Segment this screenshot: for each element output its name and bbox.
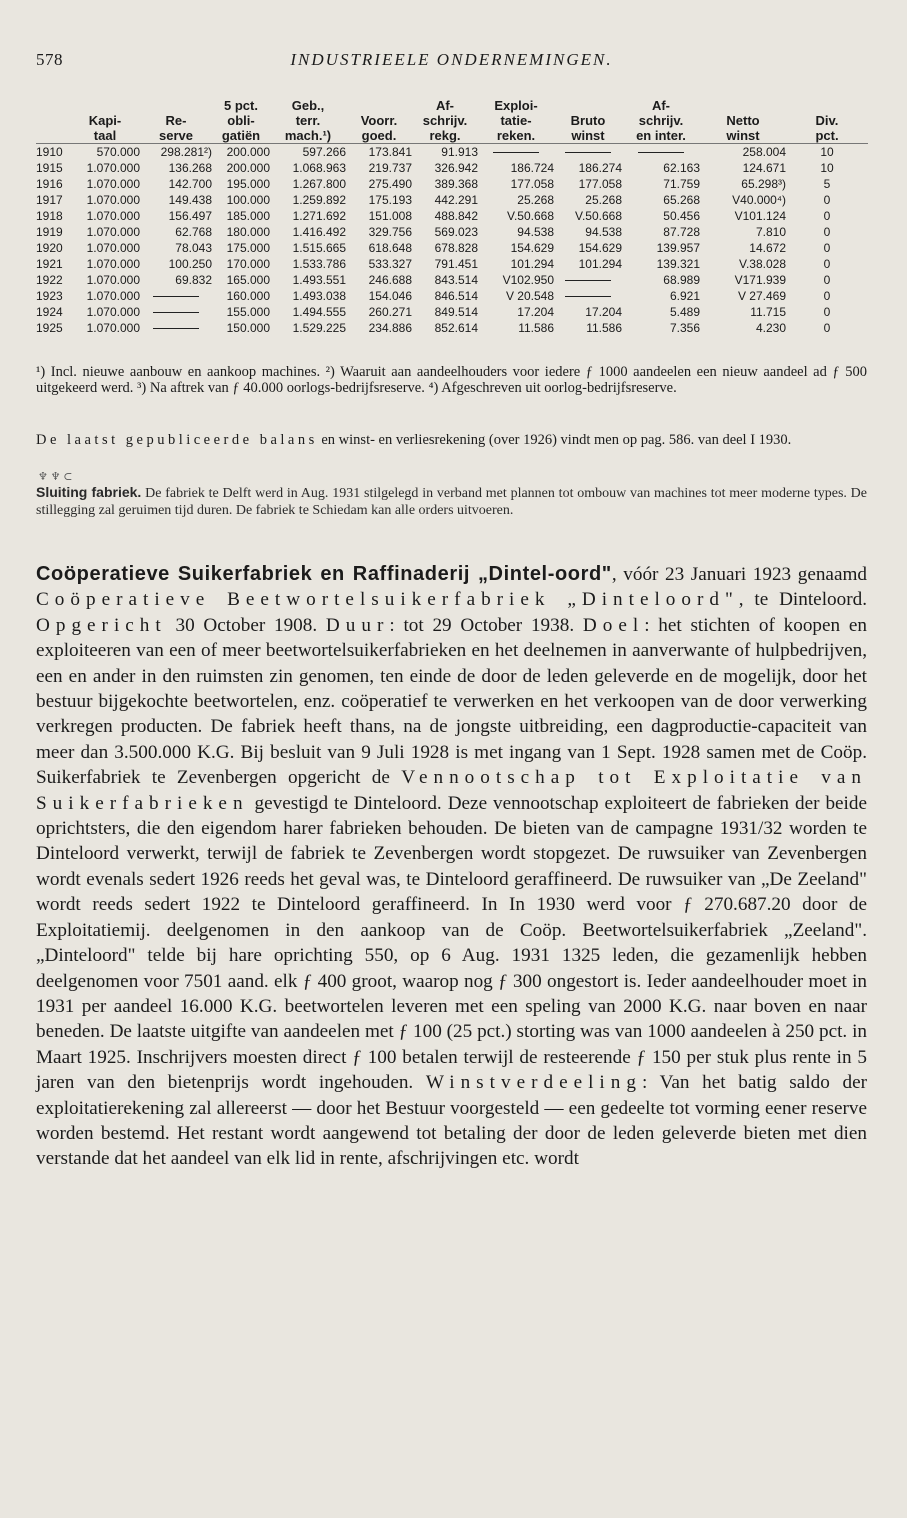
- table-cell: 298.281²): [160, 145, 212, 159]
- closure-paragraph: [36, 484, 867, 519]
- company-name: Coöperatieve Suikerfabriek en Raffinaderij „Dintel-oord": [36, 563, 612, 585]
- table-cell: 0: [823, 289, 831, 303]
- table-header-cell: Af-: [651, 98, 671, 113]
- article-text: , te Dinteloord.: [738, 589, 867, 611]
- table-cell: 1925: [36, 321, 63, 335]
- table-cell: V.50.668: [507, 209, 554, 223]
- dash-rule: [565, 152, 611, 153]
- table-cell: 258.004: [742, 145, 786, 159]
- vennootschap-name: Vennootschap tot Exploitatie van Suikerfabrieken: [36, 767, 867, 814]
- article-text: , vóór 23 Januari 1923 genaamd: [611, 564, 867, 585]
- table-cell: 7.356: [669, 321, 700, 335]
- table-cell: 1.271.692: [292, 209, 346, 223]
- table-cell: 329.756: [368, 225, 412, 239]
- table-cell: 389.368: [434, 177, 478, 191]
- table-cell: 150.000: [226, 321, 270, 335]
- table-cell: 200.000: [226, 161, 270, 175]
- table-cell: 136.268: [168, 161, 212, 175]
- running-title: INDUSTRIEELE ONDERNEMINGEN.: [290, 50, 613, 69]
- table-cell: 175.000: [226, 241, 270, 255]
- table-cell: 155.000: [226, 305, 270, 319]
- table-cell: V.50.668: [575, 209, 622, 223]
- former-company-name: Coöperatieve Beetwortelsuikerfabriek „Dinteloord": [36, 589, 739, 611]
- table-header-row-top: [36, 98, 868, 113]
- table-row: [36, 320, 868, 336]
- table-cell: 533.327: [368, 257, 412, 271]
- table-cell: 1918: [36, 209, 63, 223]
- table-cell: 5: [823, 177, 831, 191]
- company-article: [36, 562, 867, 1172]
- table-cell: 275.490: [368, 177, 412, 191]
- founded-label: Opgericht: [36, 614, 167, 636]
- table-cell: 142.700: [168, 177, 212, 191]
- table-header-cell: [554, 98, 622, 113]
- table-cell: 94.538: [517, 225, 554, 239]
- table-cell: 852.614: [434, 321, 478, 335]
- table-cell: V.38.028: [739, 257, 786, 271]
- table-cell: [554, 272, 622, 288]
- table-cell: 1.515.665: [292, 241, 346, 255]
- table-cell: 200.000: [226, 145, 270, 159]
- table-header-cell: taal: [70, 128, 140, 144]
- table-cell: 186.274: [578, 161, 622, 175]
- table-header-cell: obli-: [227, 113, 255, 128]
- table-cell: V40.000⁴): [732, 193, 786, 207]
- table-cell: 1.533.786: [292, 257, 346, 271]
- table-header-cell: schrijv.: [638, 113, 684, 128]
- table-header-cell: schrijv.: [422, 113, 468, 128]
- dash-rule: [565, 296, 611, 297]
- table-row: [36, 160, 868, 176]
- table-cell: 0: [823, 241, 831, 255]
- table-cell: 65.268: [663, 193, 700, 207]
- table-header-cell: pct.: [786, 128, 868, 144]
- table-cell: 69.832: [175, 273, 212, 287]
- table-cell: 488.842: [434, 209, 478, 223]
- table-header-cell: 5 pct.: [224, 98, 258, 113]
- table-cell: 68.989: [663, 273, 700, 287]
- table-cell: 246.688: [368, 273, 412, 287]
- table-cell: 151.008: [368, 209, 412, 223]
- article-text: : het stichten of koopen en exploiteeren van een of meer beetwortelsuikerfabrieken en het deelnemen in aanverwante of hulpbedrijven, een en ander in den ruimsten zin genomen, ten einde de door de leden geleverde en de mogelijk, door het bestuur bijgekochte beetwortelen, enz. coöperatief te verwerken en het verkoopen van de door verwerking verkregen producten. De fabriek heeft thans, na de jongste uitbreiding, een dagproductie-capaciteit van meer dan 3.500.000 K.G. Bij besluit van 9 Juli 1928 is met ingang van 1 Sept. 1928 samen met de Coöp. Suikerfabriek te Zevenbergen opgericht de: [36, 614, 867, 789]
- table-cell: 1.493.038: [292, 289, 346, 303]
- table-cell: 260.271: [368, 305, 412, 319]
- table-cell: 846.514: [434, 289, 478, 303]
- table-cell: [622, 144, 700, 161]
- table-header-cell: Geb.,: [291, 98, 325, 113]
- table-cell: 25.268: [585, 193, 622, 207]
- table-cell: V101.124: [734, 209, 786, 223]
- table-header-cell: [700, 98, 786, 113]
- printed-mark: ♆ ♆ ⊂: [38, 471, 73, 483]
- table-cell: [140, 304, 212, 320]
- table-cell: 175.193: [368, 193, 412, 207]
- table-header-cell: goed.: [346, 128, 412, 144]
- table-cell: 173.841: [368, 145, 412, 159]
- table-header-cell: Kapi-: [88, 113, 122, 128]
- table-cell: 17.204: [585, 305, 622, 319]
- dash-rule: [153, 328, 199, 329]
- table-cell: 1.070.000: [86, 289, 140, 303]
- table-row: [36, 256, 868, 272]
- table-header-cell: reken.: [478, 128, 554, 144]
- table-header-cell: en inter.: [622, 128, 700, 144]
- table-cell: 0: [823, 225, 831, 239]
- table-cell: 10: [820, 145, 834, 159]
- page-header: [36, 50, 867, 76]
- article-text: gevestigd te Dinteloord. Deze vennootschap exploiteert de fabrieken der beide oprichtsters, die den eigendom harer fabrieken behouden. De bieten van de campagne 1931/32 worden te Dinteloord verwerkt, terwijl de fabriek te Zevenbergen wordt stopgezet. De ruwsuiker van Zevenbergen wordt evenals sedert 1926 reeds het geval was, te Dinteloord geraffineerd. De ruwsuiker van „De Zeeland" wordt reeds sedert 1922 te Dinteloord geraffineerd. In In 1930 werd voor ƒ 270.687.20 door de Exploitatiemij. deelgenomen in den aankoop van de Coöp. Beetwortelsuikerfabriek „Zeeland". „Dinteloord" telde bij hare oprichting 550, op 6 Aug. 1931 1325 leden, die gezamenlijk hebben deelgenomen voor 7501 aand. elk ƒ 400 groot, waarop nog ƒ 300 ongestort is. Ieder aandeelhouder moet in 1931 per aandeel 16.000 K.G. beetwortelen leveren met een speling van 2000 K.G. naar boven en naar beneden. De laatste uitgifte van aandeelen met ƒ 100 (25 pct.) storting was van 1000 aandeelen à 250 pct. in Maart 1925. Inschrijvers moesten direct ƒ 100 betalen terwijl de resteerende ƒ 150 per stuk plus rente in 5 jaren van den bietenprijs wordt ingehouden.: [36, 792, 867, 1094]
- table-cell: 154.046: [368, 289, 412, 303]
- table-header-cell: [786, 98, 868, 113]
- table-cell: 1.070.000: [86, 273, 140, 287]
- table-cell: 597.266: [302, 145, 346, 159]
- table-cell: [554, 144, 622, 161]
- table-cell: 170.000: [226, 257, 270, 271]
- table-cell: 1.494.555: [292, 305, 346, 319]
- table-cell: 4.230: [755, 321, 786, 335]
- table-header-cell: Netto: [726, 113, 760, 128]
- table-cell: 14.672: [749, 241, 786, 255]
- table-cell: [478, 144, 554, 161]
- table-header-row-bottom: [36, 128, 868, 144]
- table-cell: 570.000: [96, 145, 140, 159]
- table-cell: V171.939: [734, 273, 786, 287]
- article-text: 30 October 1908.: [166, 614, 326, 636]
- table-cell: 1919: [36, 225, 63, 239]
- table-header-cell: winst: [554, 128, 622, 144]
- table-cell: 0: [823, 273, 831, 287]
- table-cell: 1924: [36, 305, 63, 319]
- table-cell: 139.321: [656, 257, 700, 271]
- table-header-cell: Voorr.: [360, 113, 398, 128]
- table-cell: 1916: [36, 177, 63, 191]
- table-cell: 100.250: [168, 257, 212, 271]
- table-header-cell: [70, 98, 140, 113]
- table-cell: 87.728: [663, 225, 700, 239]
- table-header-row-middle: [36, 113, 868, 128]
- table-header-cell: mach.¹): [270, 128, 346, 144]
- table-cell: 71.759: [663, 177, 700, 191]
- table-cell: 0: [823, 257, 831, 271]
- table-cell: V 20.548: [505, 289, 554, 303]
- table-cell: 62.163: [663, 161, 700, 175]
- table-cell: 1.070.000: [86, 193, 140, 207]
- table-cell: 1.070.000: [86, 321, 140, 335]
- table-cell: 1.070.000: [86, 209, 140, 223]
- table-row: [36, 208, 868, 224]
- table-header-cell: [36, 98, 70, 113]
- closure-text: De fabriek te Delft werd in Aug. 1931 stilgelegd in verband met plannen tot ombouw van machines tot meer moderne types. De stillegging zal geruimen tijd duren. De fabriek te Schiedam kan alle orders uitvoeren.: [36, 486, 868, 518]
- table-cell: 234.886: [368, 321, 412, 335]
- table-cell: 154.629: [578, 241, 622, 255]
- table-cell: 0: [823, 321, 831, 335]
- table-header-cell: Af-: [435, 98, 455, 113]
- table-cell: 50.456: [663, 209, 700, 223]
- table-cell: 124.671: [742, 161, 786, 175]
- dash-rule: [153, 312, 199, 313]
- table-cell: 154.629: [510, 241, 554, 255]
- table-row: [36, 240, 868, 256]
- page-number: 578: [36, 50, 63, 69]
- dash-rule: [565, 280, 611, 281]
- table-cell: 1.070.000: [86, 305, 140, 319]
- table-cell: 62.768: [175, 225, 212, 239]
- table-cell: [140, 320, 212, 336]
- table-cell: 0: [823, 193, 831, 207]
- table-header-cell: Div.: [815, 113, 839, 128]
- table-cell: 177.058: [578, 177, 622, 191]
- table-cell: 849.514: [434, 305, 478, 319]
- table-header-cell: [346, 98, 412, 113]
- table-cell: 186.724: [510, 161, 554, 175]
- table-cell: 0: [823, 305, 831, 319]
- table-cell: 6.921: [669, 289, 700, 303]
- table-cell: 25.268: [517, 193, 554, 207]
- dash-rule: [638, 152, 684, 153]
- table-cell: 100.000: [226, 193, 270, 207]
- table-row: [36, 176, 868, 192]
- table-cell: 101.294: [510, 257, 554, 271]
- table-header-cell: [140, 98, 212, 113]
- dash-rule: [493, 152, 539, 153]
- closure-label: Sluiting fabriek.: [36, 484, 142, 500]
- table-cell: 1.070.000: [86, 161, 140, 175]
- table-footnotes: ¹) Incl. nieuwe aanbouw en aankoop machines. ²) Waaruit aan aandeelhouders voor iedere ƒ 1000 aandeelen een nieuw aandeel ad ƒ 500 uitgekeerd werd. ³) Na aftrek van ƒ 40.000 oorlogs-bedrijfsreserve. ⁴) Afgeschreven uit oorlog-bedrijfsreserve.: [36, 364, 867, 396]
- table-cell: 195.000: [226, 177, 270, 191]
- article-text: : Van het batig saldo der exploitatierekening zal allereerst — door het Bestuur voorgesteld — een gedeelte tot vorming eener reserve worden bestemd. Het restant wordt aangewend tot betaling der door de leden geleverde bieten met dien verstande dat het aandeel van elk lid in rente, afschrijvingen etc. wordt: [36, 1072, 867, 1170]
- table-cell: 1.070.000: [86, 241, 140, 255]
- table-row: [36, 272, 868, 288]
- table-row: [36, 288, 868, 304]
- table-cell: 1923: [36, 289, 63, 303]
- table-header-cell: serve: [140, 128, 212, 144]
- table-cell: 1.493.551: [292, 273, 346, 287]
- table-cell: 1910: [36, 145, 63, 159]
- financial-table: [36, 98, 868, 336]
- table-header-cell: Re-: [165, 113, 187, 128]
- table-cell: 65.298³): [741, 177, 786, 191]
- table-cell: 569.023: [434, 225, 478, 239]
- table-header-cell: tatie-: [500, 113, 532, 128]
- table-cell: 326.942: [434, 161, 478, 175]
- table-cell: 1915: [36, 161, 63, 175]
- table-header-cell: gatiën: [212, 128, 270, 144]
- table-cell: 156.497: [168, 209, 212, 223]
- table-cell: 101.294: [578, 257, 622, 271]
- table-cell: 11.586: [586, 321, 622, 335]
- table-cell: [554, 288, 622, 304]
- table-header-cell: terr.: [295, 113, 321, 128]
- table-header-cell: [36, 128, 70, 144]
- table-cell: 678.828: [434, 241, 478, 255]
- table-header-cell: rekg.: [412, 128, 478, 144]
- table-cell: 1.529.225: [292, 321, 346, 335]
- table-cell: 11.715: [750, 305, 786, 319]
- table-cell: 17.204: [517, 305, 554, 319]
- table-cell: 1917: [36, 193, 63, 207]
- table-cell: 1.070.000: [86, 257, 140, 271]
- balance-note-text: en winst- en verliesrekening (over 1926) vindt men op pag. 586. van deel I 1930.: [317, 432, 792, 448]
- table-row: [36, 192, 868, 208]
- table-cell: [140, 288, 212, 304]
- article-text: : tot 29 October 1938.: [389, 614, 583, 636]
- table-cell: 1.068.963: [292, 161, 346, 175]
- table-cell: 185.000: [226, 209, 270, 223]
- dash-rule: [153, 296, 199, 297]
- table-cell: 442.291: [434, 193, 478, 207]
- duration-label: Duur: [325, 614, 390, 636]
- table-cell: 5.489: [669, 305, 700, 319]
- table-cell: 1.267.800: [292, 177, 346, 191]
- table-cell: 0: [823, 209, 831, 223]
- table-cell: 1921: [36, 257, 63, 271]
- table-header-cell: Bruto: [570, 113, 606, 128]
- balance-note-spaced: De laatst gepubliceerde balans: [36, 432, 318, 448]
- table-cell: V102.950: [502, 273, 554, 287]
- table-cell: 1.416.492: [292, 225, 346, 239]
- table-row: [36, 224, 868, 240]
- table-cell: 180.000: [226, 225, 270, 239]
- table-header-cell: winst: [700, 128, 786, 144]
- table-cell: 165.000: [226, 273, 270, 287]
- purpose-label: Doel: [582, 614, 645, 636]
- profit-distribution-label: Winstverdeeling: [425, 1072, 642, 1094]
- table-cell: 1920: [36, 241, 63, 255]
- table-cell: 11.586: [518, 321, 554, 335]
- table-cell: 1.070.000: [86, 225, 140, 239]
- table-cell: 78.043: [175, 241, 212, 255]
- table-header-cell: [36, 113, 70, 128]
- table-cell: 791.451: [434, 257, 478, 271]
- table-cell: V 27.469: [737, 289, 786, 303]
- table-cell: 219.737: [368, 161, 412, 175]
- table-cell: 843.514: [434, 273, 478, 287]
- table-cell: 7.810: [755, 225, 786, 239]
- table-cell: 1922: [36, 273, 63, 287]
- balance-note: [36, 432, 867, 449]
- table-cell: 177.058: [510, 177, 554, 191]
- table-cell: 94.538: [585, 225, 622, 239]
- table-cell: 10: [820, 161, 834, 175]
- table-cell: 139.957: [656, 241, 700, 255]
- table-row: [36, 144, 868, 161]
- table-cell: 1.070.000: [86, 177, 140, 191]
- table-row: [36, 304, 868, 320]
- table-cell: 91.913: [441, 145, 478, 159]
- table-header-cell: Exploi-: [494, 98, 538, 113]
- table-body: [36, 144, 868, 337]
- table-cell: 1.259.892: [292, 193, 346, 207]
- table-cell: 160.000: [226, 289, 270, 303]
- table-cell: 149.438: [168, 193, 212, 207]
- table-cell: 618.648: [368, 241, 412, 255]
